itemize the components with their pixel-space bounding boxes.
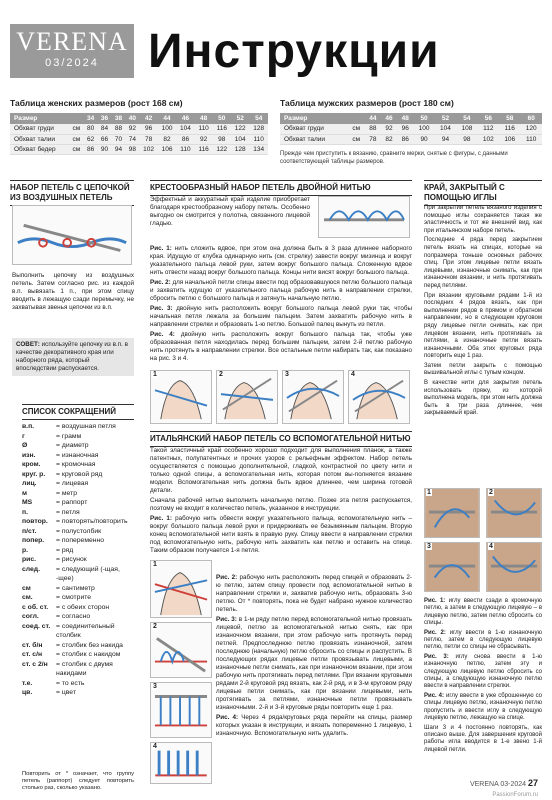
women-size-table: [10, 113, 268, 155]
abbr-key: см: [22, 584, 31, 592]
women_table-cell: 102: [139, 144, 157, 154]
s3-step1-label: Рис. 1:: [150, 515, 173, 522]
table-row: [280, 124, 542, 134]
abbr-value: = рисунок: [56, 556, 87, 563]
abbr-key: круг. р.: [22, 470, 46, 478]
table-row: [10, 144, 268, 154]
abbr-key: ст. с/н: [22, 651, 43, 658]
abbr-item: [22, 565, 134, 584]
men_table-cell: 90: [413, 134, 434, 144]
men_table-cell: 94: [435, 134, 456, 144]
needle-figure-2: [486, 488, 542, 538]
abbr-value: = изнаночная: [56, 451, 99, 459]
women_table-cell: 110: [176, 144, 194, 154]
tip-label: СОВЕТ:: [16, 341, 40, 348]
abbr-value: = кромочная: [56, 461, 96, 468]
men_table-cell: 86: [397, 134, 413, 144]
italian-cast-on-steps: [216, 574, 412, 740]
abbr-key: с об. ст.: [22, 603, 49, 611]
women_table-cell: 116: [195, 144, 213, 154]
page-number: 27: [527, 778, 538, 788]
abbr-item: [22, 593, 134, 603]
men_table-cell: см: [348, 134, 365, 144]
cross-figure-2: [216, 370, 278, 424]
abbr-key: повтор.: [22, 518, 48, 525]
women_table-cell: 86: [176, 134, 194, 144]
magazine-logo: [10, 24, 134, 78]
abbr-key: т.е.: [22, 679, 33, 687]
cross-cast-on-sample-illustration: [318, 196, 410, 238]
s3-step3-label: Рис. 3:: [216, 616, 237, 623]
abbr-key: в.п.: [22, 423, 35, 430]
women_table-cell: 122: [231, 124, 249, 134]
abbr-value: = сантиметр: [56, 584, 95, 592]
italian-intro-paragraph: Такой эластичный край особенно хорошо подходит для выполнения планок, а также патентных, полупатентных и прочих узоров с рельефным эффектом. Набор петель осуществляется с помощью дополнительной, гладкой, контрастной по цвету нити и только одной спицы, а вспомогательная нить, которая потом вы-полняется вязание модели. Вспомогательная нить должна быть вдвое длиннее, чем ширина готовой детали.: [150, 447, 412, 494]
abbr-value: = цвет: [56, 689, 76, 696]
women_table-header-cell: 52: [231, 113, 249, 124]
abbr-value: = раппорт: [56, 499, 88, 506]
abbr-key: ст. б/н: [22, 641, 43, 649]
s4-paragraph-2: Последние 4 ряда перед закрытием петель вязать на спицах, которые на полразмера тоньше основных рабочих спиц. При этом лицевые петли вязать лицевыми, изнаночные снимать, как при изнаночном вязании, и нить протягивать перед петлями.: [424, 237, 542, 289]
men_table-cell: 98: [456, 134, 477, 144]
men-table-note: Прежде чем приступить к вязанию, сравните мерки, снятые с фигуры, с данными соответствующей таблицы размеров.: [280, 151, 508, 165]
abbr-item: [22, 584, 134, 594]
men_table-cell: 78: [365, 134, 381, 144]
abbr-item: [22, 479, 134, 489]
men_table-header-cell: 58: [499, 113, 520, 124]
italian-figure-2: [150, 622, 212, 678]
needle-figure-2-number: 2: [489, 489, 493, 496]
page-title: Инструкции: [148, 25, 440, 78]
men_table-cell: 116: [499, 124, 520, 134]
needle-figure-4-number: 4: [489, 543, 493, 550]
women_table-cell: 128: [231, 144, 249, 154]
abbr-value: = соединительный столбик: [56, 622, 115, 639]
s4-paragraph-3: При вязании круговыми рядами 1-й из последних 4 рядов вязать, как при выполнении рядов в прямом и обратном направлении, но в следующем круговом ряду лицевые петли снимать, как при лицевом вязании, нить протягивать за петлями, а изнаночные петли вязать изнаночными. Оба этих круговых ряда повторить еще 1 раз.: [424, 292, 542, 360]
needle-figure-3-number: 3: [427, 543, 431, 550]
women_table-header-cell: 46: [176, 113, 194, 124]
women_table-header-cell: 50: [213, 113, 231, 124]
s3-step3-text: в 1-м ряду петлю перед вспомогательной нитью провязать лицевой, петлю за вспомогательной нитью снять, как при изнаночном вязании, при этом рабочую нить протянуть перед петлей. Предпоследнюю петлю провязать изнаночной, затем последнюю (начальную) петлю сбросить со спицы и распустить. В последующих рядах лицевые петли провязывать лицевыми, а изнаночные петли снимать, как при изнаночном вязании, при этом рабочую нить протягивать перед петлями. При вязании круговыми рядами 2-й круговой ряд вязать, как 2-й ряд, и в 3-м круговом ряду лицевые петли снимать, как при вязании лицевыми, нить протягивать за петлями, изнаночные петли провязывать изнаночными. 2-й и 3-й круговые ряды повторить еще 1 раз.: [216, 616, 413, 711]
s4-step2-label: Рис. 2:: [424, 629, 446, 636]
women_table-cell: см: [69, 144, 84, 154]
men_table-cell: см: [348, 124, 365, 134]
s3-step2-label: Рис. 2:: [216, 574, 238, 581]
abbr-value: = с обеих сторон: [56, 603, 110, 611]
s3-step4-label: Рис. 4:: [216, 714, 239, 721]
abbr-title: СПИСОК СОКРАЩЕНИЙ: [22, 404, 134, 420]
men_table-cell: 100: [413, 124, 434, 134]
men_table-cell: 82: [381, 134, 397, 144]
men_table-header-cell: 60: [520, 113, 542, 124]
abbr-item: [22, 650, 134, 660]
women_table-cell: 122: [213, 144, 231, 154]
cross-cast-on-intro: Эффектный и аккуратный край изделие приобретает благодаря крестообразному набору петель. Особенно выгодно он смотрится у полотна, связанного лицевой гладью.: [150, 196, 310, 227]
s2-step4-label: Рис. 4:: [150, 331, 175, 338]
abbr-item: [22, 622, 134, 641]
men_table-cell: 106: [499, 134, 520, 144]
s4-step3-text: иглу снова ввести в 1-ю изнаночную петлю, затем эту и следующую лицевую петлю сбросить со спицы, а следующую изнаночную петлю ввести в направлении стрелки.: [424, 653, 543, 690]
abbr-value: = попеременно: [56, 537, 105, 544]
abbr-key: соед. ст.: [22, 622, 51, 630]
women_table-header-cell: 48: [195, 113, 213, 124]
abbr-value: = петля: [56, 508, 80, 516]
abbr-item: [22, 688, 134, 698]
abbr-item: [22, 508, 134, 518]
s2-step3-text: двойную нить расположить вокруг большого пальца левой руки так, чтобы начальная петля лежала за большим пальцем. Затем захватить рабочую нить в направлении стрелки и образовать 1-ю петлю. Большой палец вынуть из петли.: [150, 305, 412, 328]
abbr-key: Ø: [22, 442, 28, 449]
table-row: [10, 124, 268, 134]
abbr-value: = столбик с двумя накидами: [56, 660, 113, 677]
men_table-header-cell: 56: [478, 113, 499, 124]
abbr-key: изн.: [22, 451, 36, 459]
women_table-cell: 96: [139, 124, 157, 134]
women_table-cell: Обхват груди: [10, 124, 69, 134]
abbr-item: [22, 460, 134, 470]
women_table-header-cell: 40: [125, 113, 139, 124]
women_table-cell: 84: [98, 124, 112, 134]
women_table-cell: 70: [112, 134, 126, 144]
italian-figure-1-number: 1: [153, 561, 157, 568]
cross-figure-4-number: 4: [351, 371, 355, 378]
abbr-key: ст. с 2/н: [22, 660, 48, 668]
abbr-item: [22, 498, 134, 508]
women_table-cell: 94: [112, 144, 126, 154]
abbr-key: см.: [22, 594, 33, 601]
s4-step2-text: иглу ввести в 1-ю изнаночную петлю, затем в следующую лицевую петлю, петли со спицы не сбрасывать.: [424, 629, 542, 651]
abbr-value: = смотрите: [56, 594, 92, 601]
needle-figure-3: [424, 542, 480, 592]
women_table-cell: 128: [249, 124, 268, 134]
s4-paragraph-1: При закрытии петель вязаного изделия с помощью иглы сохраняется такая же эластичность и тот же внешний вид, как при итальянском наборе петель.: [424, 205, 542, 234]
abbr-value: = полустолбик: [56, 527, 102, 535]
cross-figure-2-number: 2: [219, 371, 223, 378]
men_table-cell: 104: [435, 124, 456, 134]
cross-cast-on-steps: [150, 245, 412, 365]
s2-step2-label: Рис. 2:: [150, 279, 171, 286]
abbr-key: г: [22, 432, 25, 440]
men_table-cell: Обхват груди: [280, 124, 348, 134]
abbr-item: [22, 641, 134, 651]
abbr-item: [22, 489, 134, 499]
s3-step1-text: рабочую нить обвести вокруг указательного пальца, вспомогательную нить – вокруг большого пальца левой руки и придерживать ее безымянным пальцем. Вторую конец вспомогательной нити взять в правую руку. Спицу ввести в направлении стрелки под вспомогательную нить, рабочую нить захватить как петлю и оставить на спице. Таким образом получается 1-я петля.: [150, 515, 412, 554]
abbr-item: [22, 441, 134, 451]
needle-figure-1-number: 1: [427, 489, 431, 496]
italian-figure-3-number: 3: [153, 683, 157, 690]
needle-bind-off-steps: [424, 598, 542, 756]
abbr-key: п.: [22, 508, 28, 516]
men_table-cell: 88: [365, 124, 381, 134]
men_table-cell: Обхват талии: [280, 134, 348, 144]
cross-figure-1: [150, 370, 212, 424]
women_table-header-cell: 38: [112, 113, 126, 124]
abbr-key: р.: [22, 546, 29, 554]
abbr-item: [22, 451, 134, 461]
women_table-cell: 62: [84, 134, 98, 144]
abbr-key: м: [22, 489, 28, 497]
cross-figure-3-number: 3: [285, 371, 289, 378]
abbr-item: [22, 422, 134, 432]
chain-cast-on-illustration: [12, 205, 132, 265]
men_table-header-cell: 46: [381, 113, 397, 124]
section-chain-cast-on-title: НАБОР ПЕТЕЛЬ С ЦЕПОЧКОЙ ИЗ ВОЗДУШНЫХ ПЕТЕЛЬ: [10, 180, 134, 206]
abbreviation-list: [22, 422, 134, 698]
chain-cast-on-text: Выполнить цепочку из воздушных петель. Затем согласно рис. из каждой в.п. вывязать 1 п., при этом спицу вводить в лежащую сзади перемычку, не захватывая звенья цепочки из в.п.: [12, 272, 134, 311]
s3-step4-text: Через 4 ряда/круговых ряда перейти на спицы, размер которых указан в инструкции, и вязать попеременно 1 лицевую, 1 изнаночную. Вспомогательную нить удалить.: [216, 714, 412, 737]
abbr-key: п/ст.: [22, 527, 37, 535]
italian-cast-on-intro: [150, 447, 412, 557]
s4-paragraph-4: Затем петли закрыть с помощью вышивальной иглы с тупым концом.: [424, 362, 542, 377]
men_table-cell: 112: [478, 124, 499, 134]
tip-text: используйте цепочку из в.п. в качестве декоративного края или наборного ряда, который впоследствии распускается.: [16, 341, 128, 372]
women_table-header-cell: 34: [84, 113, 98, 124]
women_table-header-cell: 36: [98, 113, 112, 124]
women_table-cell: 110: [249, 134, 268, 144]
women_table-cell: 104: [231, 134, 249, 144]
s2-step2-text: для начальной петли спицы ввести под образовавшуюся петлю большого пальца и захватить идущую от указательного пальца рабочую нить в направлении стрелки, сбросить петлю с большого пальца и затянуть начальную петлю.: [150, 279, 413, 302]
women_table-cell: 98: [213, 134, 231, 144]
needle-figure-1: [424, 488, 480, 538]
women_table-cell: 106: [158, 144, 176, 154]
women_table-header-cell: Размер: [10, 113, 69, 124]
italian-figure-1: [150, 560, 212, 618]
women_table-cell: 86: [84, 144, 98, 154]
needle-figure-4: [486, 542, 542, 592]
women_table-cell: 100: [158, 124, 176, 134]
logo-issue: 03/2024: [45, 57, 99, 69]
abbr-value: = повторять/повторить: [56, 518, 128, 525]
women_table-cell: 74: [125, 134, 139, 144]
women_table-cell: 80: [84, 124, 98, 134]
cross-figure-3: [282, 370, 344, 424]
women-table-caption: Таблица женских размеров (рост 168 см): [10, 98, 183, 108]
men_table-cell: 120: [520, 124, 542, 134]
abbr-key: MS: [22, 499, 33, 506]
women_table-cell: 116: [213, 124, 231, 134]
women_table-cell: Обхват талии: [10, 134, 69, 144]
women_table-cell: 134: [249, 144, 268, 154]
men_table-cell: 96: [397, 124, 413, 134]
abbr-value: = то есть: [56, 679, 85, 687]
women_table-cell: 110: [195, 124, 213, 134]
men-table-caption: Таблица мужских размеров (рост 180 см): [280, 98, 454, 108]
abbr-value: = грамм: [56, 432, 82, 440]
table-row: [10, 134, 268, 144]
s4-final-paragraph: Шаги 3 и 4 постоянно повторять, как описано выше. Для завершения круговой работы игла вводится в 1-е звено 1-й лицевой петли.: [424, 724, 542, 753]
italian-figure-4-number: 4: [153, 743, 157, 750]
abbr-item: [22, 555, 134, 565]
abbr-value: = столбик с накидом: [56, 651, 121, 658]
abbr-value: = ряд: [56, 546, 74, 554]
women_table-cell: 78: [139, 134, 157, 144]
italian-figure-4: [150, 742, 212, 784]
women_table-cell: 88: [112, 124, 126, 134]
abbr-value: = согласно: [56, 613, 91, 620]
abbr-note: Повторить от * означает, что группу петель (раппорт) следует повторить столько раз, сколько указано.: [22, 771, 134, 791]
abbr-item: [22, 679, 134, 689]
abbr-key: согл.: [22, 613, 39, 620]
women_table-cell: см: [69, 134, 84, 144]
page-footer: [470, 778, 538, 788]
abbr-key: кром.: [22, 461, 41, 468]
men_table-header-cell: [348, 113, 365, 124]
women_table-cell: 92: [125, 124, 139, 134]
men-size-table: [280, 113, 542, 145]
women_table-cell: 82: [158, 134, 176, 144]
women_table-header-cell: [69, 113, 84, 124]
italian-figure-3: [150, 682, 212, 738]
s3-step2-text: рабочую нить расположить перед спицей и образовать 2-ю петлю, затем спицу провести под вспомогательной нитью в направлении стрелки и, захватив рабочую нить, образовать 3-ю петлю. От * повторять, пока не будет набрано нужное количество петель.: [216, 574, 413, 613]
italian-figure-2-number: 2: [153, 623, 157, 630]
abbr-item: [22, 603, 134, 613]
men_table-header-cell: 48: [397, 113, 413, 124]
abbr-item: [22, 660, 134, 679]
men_table-header-cell: 52: [435, 113, 456, 124]
abbr-key: попер.: [22, 537, 45, 544]
needle-bind-off-text: [424, 205, 542, 420]
women_table-header-cell: 44: [158, 113, 176, 124]
cross-figure-1-number: 1: [153, 371, 157, 378]
abbr-value: = круговой ряд: [56, 470, 103, 478]
abbr-item: [22, 432, 134, 442]
men_table-cell: 108: [456, 124, 477, 134]
abbr-value: = метр: [56, 489, 77, 497]
logo-brand: VERENA: [16, 27, 128, 56]
men_table-header-cell: Размер: [280, 113, 348, 124]
women_table-header-cell: 42: [139, 113, 157, 124]
abbr-key: лиц.: [22, 480, 37, 487]
abbr-item: [22, 546, 134, 556]
s2-step4-text: двойную нить расположить вокруг большого пальца так, чтобы уже образованная петля находилась перед большим пальцем, затем 2-й петлю рабочую нить протянуть в направлении стрелки. Все остальные петли набирать так, как показано на рис. 3 и 4.: [150, 331, 413, 362]
s4-step4-label: Рис. 4:: [424, 692, 445, 699]
section-needle-bind-off-title: КРАЙ, ЗАКРЫТЫЙ С ПОМОЩЬЮ ИГЛЫ: [424, 180, 542, 206]
abbr-value: = следующий (-щая, -щее): [56, 565, 120, 582]
women_table-cell: 66: [98, 134, 112, 144]
footer-issue: 03-2024: [500, 781, 527, 788]
men_table-cell: 92: [381, 124, 397, 134]
men_table-header-cell: 50: [413, 113, 434, 124]
women_table-cell: 92: [195, 134, 213, 144]
s4-step3-label: Рис. 3:: [424, 653, 449, 660]
abbr-item: [22, 612, 134, 622]
tip-box: [12, 338, 134, 376]
table-row: [280, 134, 542, 144]
s4-step4-text: иглу ввести в уже сброшенную со спицы лицевую петлю, изнаночную петлю пропустить и ввести иглу в следующую лицевую петлю, лежащую на спице.: [424, 692, 542, 722]
abbr-item: [22, 470, 134, 480]
abbr-value: = диаметр: [56, 442, 89, 449]
section-italian-cast-on-title: ИТАЛЬЯНСКИЙ НАБОР ПЕТЕЛЬ СО ВСПОМОГАТЕЛЬНОЙ НИТЬЮ: [150, 431, 412, 447]
watermark: PassionForum.ru: [492, 792, 538, 798]
s4-step1-text: иглу ввести сзади в кромочную петлю, а затем в следующую лицевую – в лицевую петлю, затем петлю сбросить со спицы.: [424, 598, 542, 627]
women_table-cell: 98: [125, 144, 139, 154]
women_table-cell: 90: [98, 144, 112, 154]
s2-step1-text: нить сложить вдвое, при этом она должна быть в 3 раза длиннее наборного края. Идущую от клубка одинарную нить (см. стрелку) завести вокруг мизинца и вокруг указательного пальца левой руки, затем вокруг большого пальца. Сложенную вдвое нить отвести назад вокруг большого пальца. Концы нити висят вокруг большого пальца.: [150, 245, 412, 276]
s2-step1-label: Рис. 1:: [150, 245, 172, 252]
section-cross-cast-on-title: КРЕСТООБРАЗНЫЙ НАБОР ПЕТЕЛЬ ДВОЙНОЙ НИТЬЮ: [150, 180, 412, 196]
cross-figure-4: [348, 370, 410, 424]
men_table-cell: 102: [478, 134, 499, 144]
abbr-item: [22, 517, 134, 527]
men_table-cell: 110: [520, 134, 542, 144]
s2-step3-label: Рис. 3:: [150, 305, 173, 312]
men_table-header-cell: 44: [365, 113, 381, 124]
abbr-item: [22, 536, 134, 546]
women_table-cell: см: [69, 124, 84, 134]
women_table-cell: Обхват бедер: [10, 144, 69, 154]
abbr-key: цв.: [22, 689, 33, 696]
abbr-value: = столбик без накида: [56, 641, 123, 649]
footer-brand: VERENA: [469, 781, 499, 788]
abbr-value: = воздушная петля: [56, 423, 116, 430]
s4-step1-label: Рис. 1:: [424, 598, 446, 604]
abbr-value: = лицевая: [56, 480, 89, 487]
women_table-cell: 104: [176, 124, 194, 134]
italian-second-paragraph: Сначала рабочей нитью выполнить начальную петлю. Позже эта петля распускается, поэтому не входит в количество петель, указанное в инструкции.: [150, 497, 412, 512]
abbr-key: рис.: [22, 556, 36, 563]
women_table-header-cell: 54: [249, 113, 268, 124]
men_table-header-cell: 54: [456, 113, 477, 124]
abbr-key: след.: [22, 565, 40, 573]
s4-paragraph-5: В качестве нити для закрытия петель использовать пряжу, из которой выполнена модель, при этом нить должна быть в три раза длиннее, чем закрываемый край.: [424, 380, 542, 417]
abbr-item: [22, 527, 134, 537]
